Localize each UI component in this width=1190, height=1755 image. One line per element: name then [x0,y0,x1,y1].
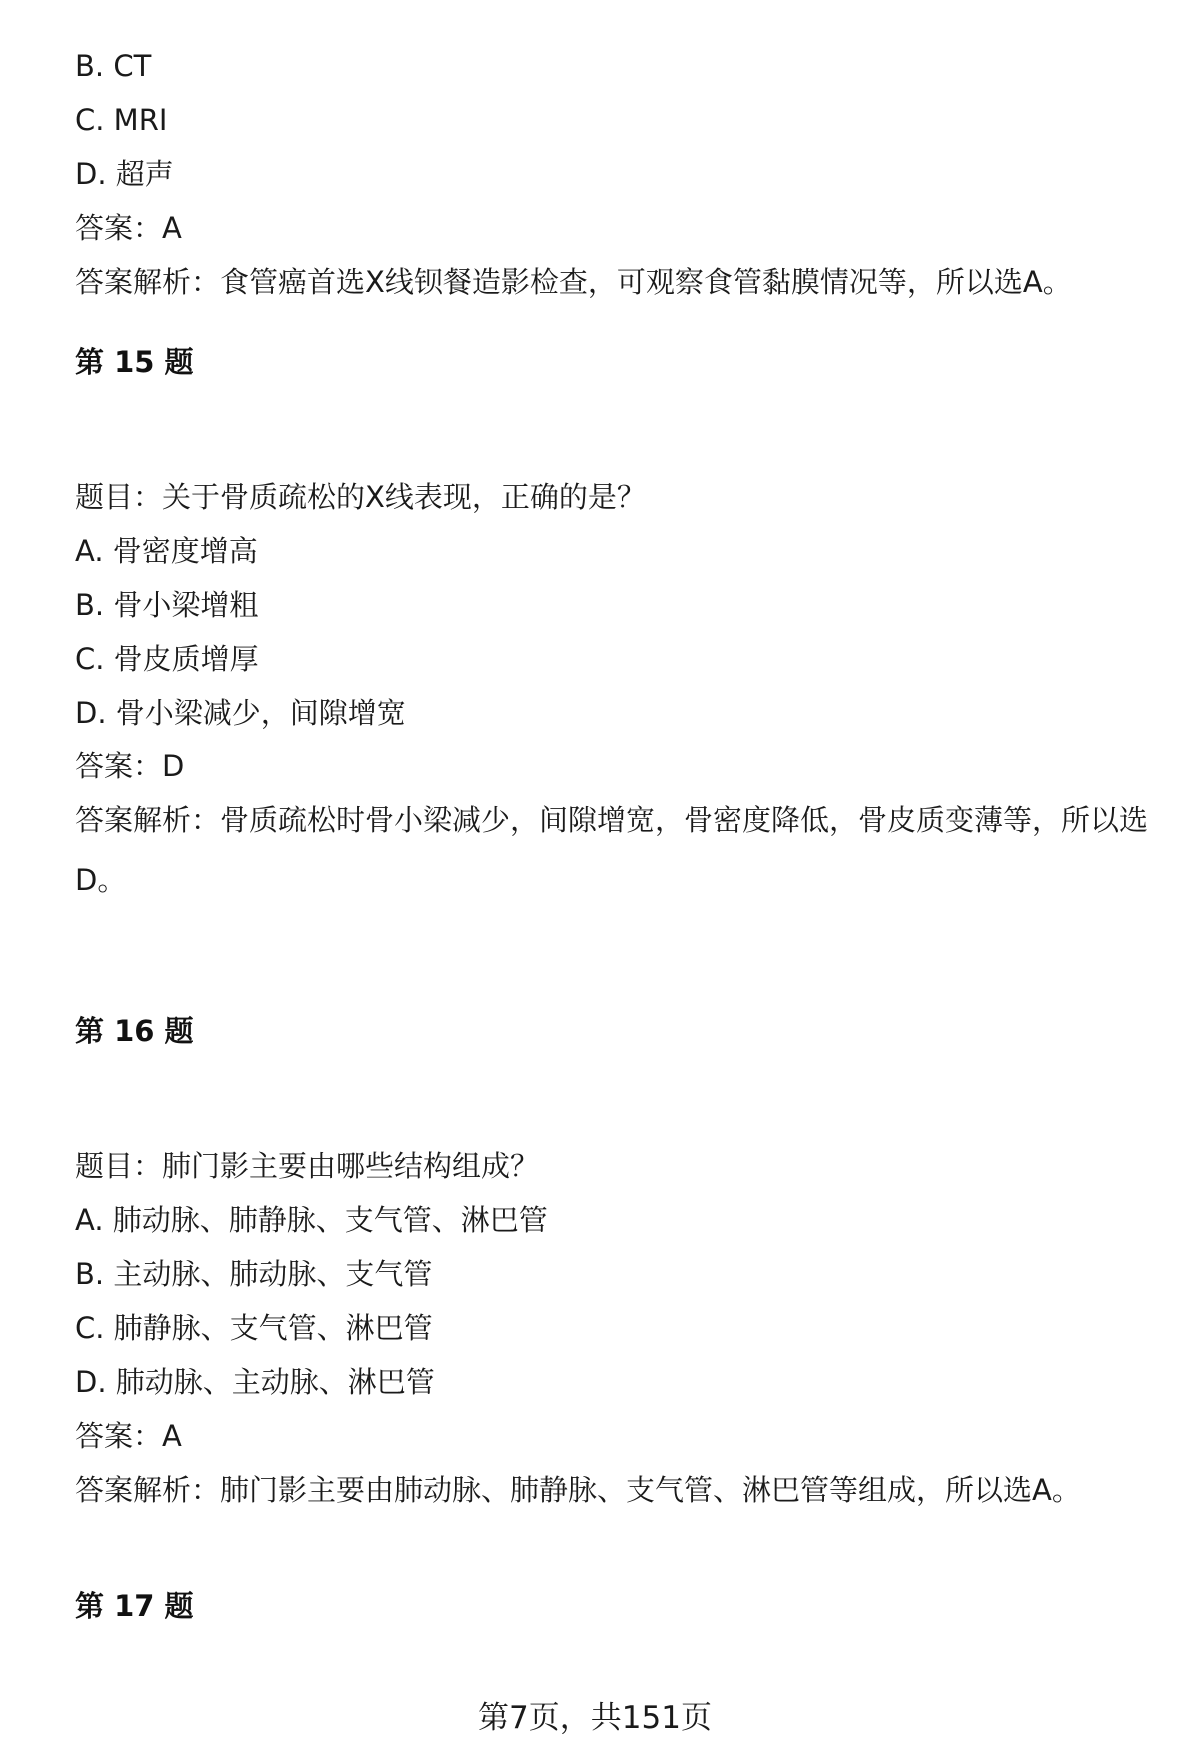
answer: 答案：A [75,211,182,245]
option-d: D. 肺动脉、主动脉、淋巴管 [75,1365,435,1399]
option-c: C. 肺静脉、支气管、淋巴管 [75,1311,433,1345]
option-b: B. 骨小梁增粗 [75,588,259,622]
question-stem: 题目：关于骨质疏松的X线表现，正确的是？ [75,480,646,514]
option-a: A. 肺动脉、肺静脉、支气管、淋巴管 [75,1203,548,1237]
option-b: B. CT [75,49,152,83]
answer-analysis: 答案解析：肺门影主要由肺动脉、肺静脉、支气管、淋巴管等组成，所以选A。 [75,1473,1081,1507]
option-c: C. MRI [75,103,168,137]
question-heading: 第 15 题 [75,345,194,379]
question-heading: 第 16 题 [75,1014,194,1048]
page-number: 第7页，共151页 [478,1700,712,1736]
answer: 答案：D [75,749,185,783]
answer-analysis: 答案解析：食管癌首选X线钡餐造影检查，可观察食管黏膜情况等，所以选A。 [75,265,1072,299]
answer: 答案：A [75,1419,182,1453]
option-c: C. 骨皮质增厚 [75,642,259,676]
question-heading: 第 17 题 [75,1589,194,1623]
question-stem: 题目：肺门影主要由哪些结构组成？ [75,1149,540,1183]
option-d: D. 骨小梁减少，间隙增宽 [75,696,406,730]
option-b: B. 主动脉、肺动脉、支气管 [75,1257,433,1291]
answer-analysis: 答案解析：骨质疏松时骨小梁减少，间隙增宽，骨密度降低，骨皮质变薄等，所以选D。 [75,803,1149,897]
option-d: D. 超声 [75,157,174,191]
option-a: A. 骨密度增高 [75,534,258,568]
